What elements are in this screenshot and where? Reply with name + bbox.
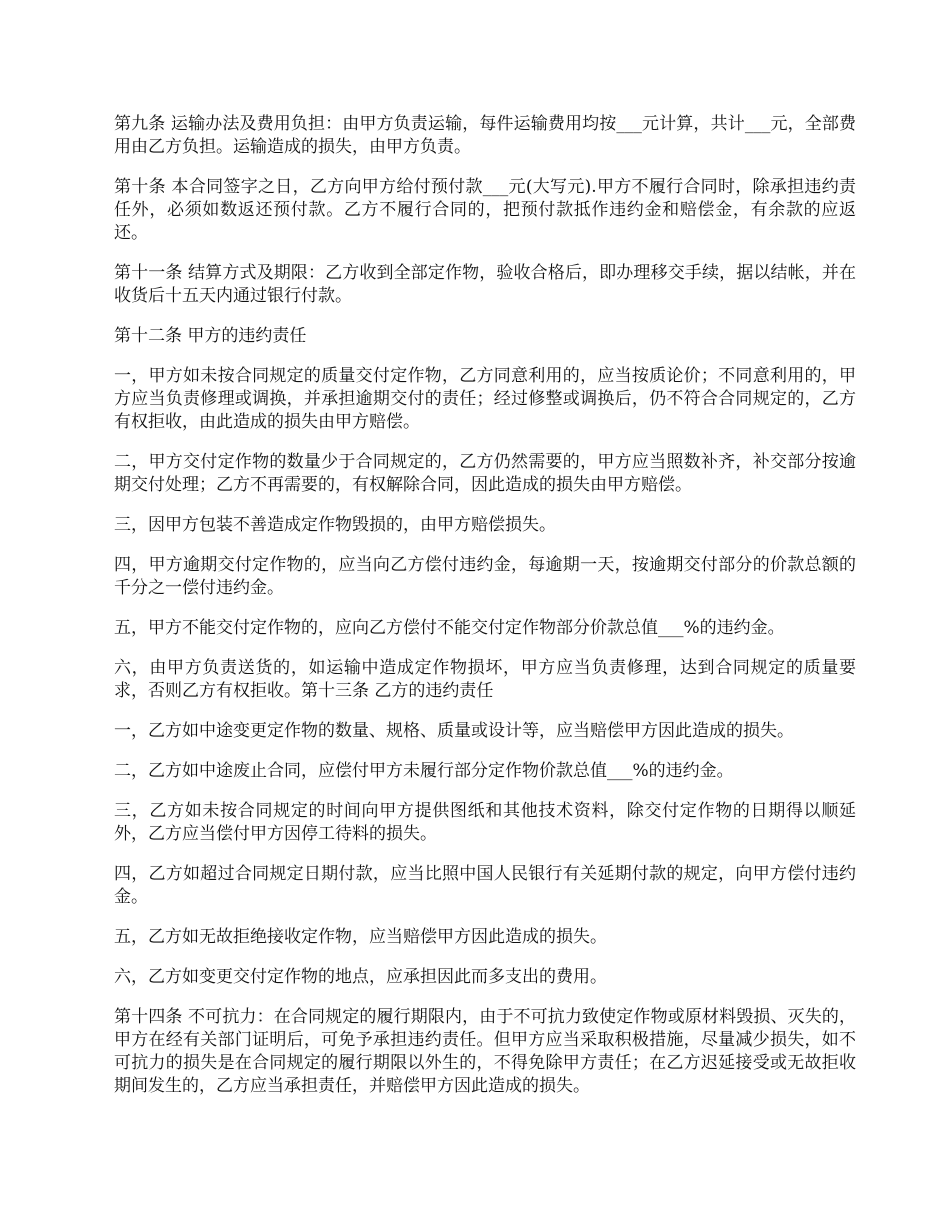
article-12-clause-2: 二，甲方交付定作物的数量少于合同规定的，乙方仍然需要的，甲方应当照数补齐，补交部分按逾期交付处理；乙方不再需要的，有权解除合同，因此造成的损失由甲方赔偿。 — [114, 452, 856, 495]
article-12-clause-4: 四，甲方逾期交付定作物的，应当向乙方偿付违约金，每逾期一天，按逾期交付部分的价款总额的千分之一偿付违约金。 — [114, 555, 856, 598]
document-body — [114, 113, 856, 1115]
article-13-clause-4: 四，乙方如超过合同规定日期付款，应当比照中国人民银行有关延期付款的规定，向甲方偿付违约金。 — [114, 864, 856, 907]
article-12-clause-5: 五，甲方不能交付定作物的，应向乙方偿付不能交付定作物部分价款总值___%的违约金。 — [114, 618, 785, 638]
article-12-clause-6: 六，由甲方负责送货的，如运输中造成定作物损坏，甲方应当负责修理，达到合同规定的质量要求，否则乙方有权拒收。第十三条 乙方的违约责任 — [114, 658, 856, 701]
article-13-clause-2: 二，乙方如中途废止合同，应偿付甲方未履行部分定作物价款总值___%的违约金。 — [114, 761, 734, 781]
article-10-prepayment: 第十条 本合同签字之日，乙方向甲方给付预付款___元(大写元).甲方不履行合同时，除承担违约责任外，必须如数返还预付款。乙方不履行合同的，把预付款抵作违约金和赔偿金，有余款的应返还。 — [114, 177, 856, 243]
article-12-clause-3: 三，因甲方包装不善造成定作物毁损的，由甲方赔偿损失。 — [114, 515, 556, 535]
article-14-force-majeure: 第十四条 不可抗力：在合同规定的履行期限内，由于不可抗力致使定作物或原材料毁损、灭失的，甲方在经有关部门证明后，可免予承担违约责任。但甲方应当采取积极措施，尽量减少损失，如不可抗力的损失是在合同规定的履行期限以外生的，不得免除甲方责任；在乙方迟延接受或无故拒收期间发生的，乙方应当承担责任，并赔偿甲方因此造成的损失。 — [114, 1007, 856, 1096]
article-13-clause-1: 一，乙方如中途变更定作物的数量、规格、质量或设计等，应当赔偿甲方因此造成的损失。 — [114, 721, 794, 741]
article-11-settlement: 第十一条 结算方式及期限：乙方收到全部定作物，验收合格后，即办理移交手续，据以结帐，并在收货后十五天内通过银行付款。 — [114, 263, 856, 306]
article-13-clause-3: 三，乙方如未按合同规定的时间向甲方提供图纸和其他技术资料，除交付定作物的日期得以顺延外，乙方应当偿付甲方因停工待料的损失。 — [114, 801, 856, 844]
article-13-clause-6: 六，乙方如变更交付定作物的地点，应承担因此而多支出的费用。 — [114, 967, 607, 987]
article-13-clause-5: 五，乙方如无故拒绝接收定作物，应当赔偿甲方因此造成的损失。 — [114, 927, 607, 947]
article-12-clause-1: 一，甲方如未按合同规定的质量交付定作物，乙方同意利用的，应当按质论价；不同意利用的，甲方应当负责修理或调换，并承担逾期交付的责任；经过修整或调换后，仍不符合合同规定的，乙方有权拒收，由此造成的损失由甲方赔偿。 — [114, 366, 856, 432]
article-12-heading: 第十二条 甲方的违约责任 — [114, 326, 307, 346]
article-9-transport: 第九条 运输办法及费用负担：由甲方负责运输，每件运输费用均按___元计算，共计___元，全部费用由乙方负担。运输造成的损失，由甲方负责。 — [114, 114, 856, 157]
